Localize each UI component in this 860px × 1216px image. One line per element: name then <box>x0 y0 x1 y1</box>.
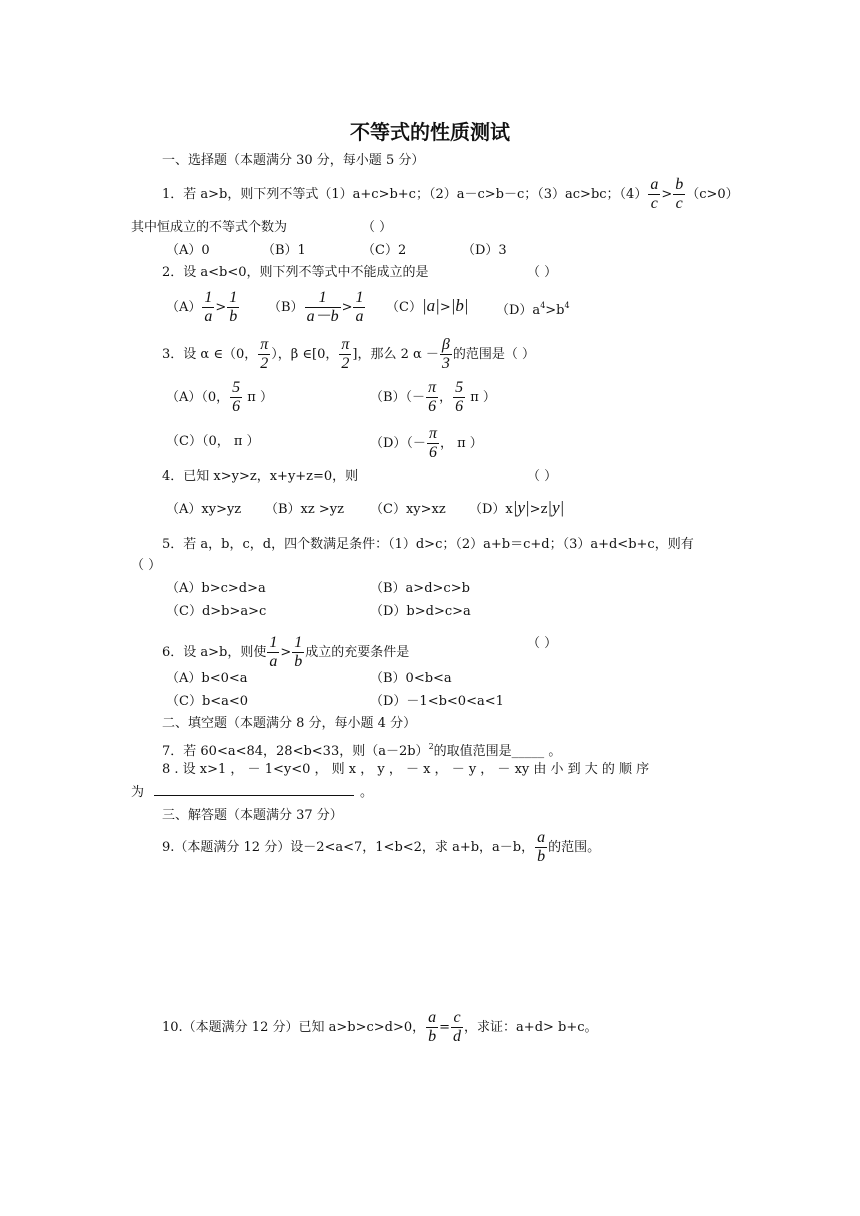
q4-option-c: （C）xy>xz <box>370 502 446 517</box>
fraction-b-over-c: $\frac{b}{c}$ <box>675 176 684 212</box>
q7-answer-blank[interactable]: _____ <box>511 744 545 759</box>
q3-option-a: （A）（0， $\frac{5}{6}$ π ） <box>166 379 273 415</box>
fraction-1-over-b: $\frac{1}{b}$ <box>294 634 303 670</box>
q1-option-d: （D）3 <box>462 243 507 258</box>
q2-option-a: （A） $\frac{1}{a}$ > $\frac{1}{b}$ <box>166 289 238 325</box>
question-6-stem: 6．设 a>b，则使 $\frac{1}{a}$ > $\frac{1}{b}$ 成立的充要条件是 <box>162 634 410 670</box>
q5-option-b: （B）a>d>c>b <box>370 581 470 596</box>
q4-option-b: （B）xz >yz <box>265 502 344 517</box>
fraction-a-over-c: $\frac{a}{c}$ <box>650 176 659 212</box>
question-10: 10.（本题满分 12 分）已知 a>b>c>d>0， $\frac{a}{b}$ = $\frac{c}{d}$ ，求证：a+d> b+c。 <box>162 1009 598 1045</box>
question-1-line2: 其中恒成立的不等式个数为 <box>131 220 288 235</box>
q5-option-a: （A）b>c>d>a <box>166 581 266 596</box>
fraction-a-over-b: $\frac{a}{b}$ <box>428 1009 437 1045</box>
section-1-heading: 一、选择题（本题满分 30 分，每小题 5 分） <box>162 153 425 168</box>
q6-option-b: （B）0<b<a <box>370 671 452 686</box>
fraction-1-over-a: $\frac{1}{a}$ <box>204 289 213 325</box>
fraction-5-over-6: $\frac{5}{6}$ <box>232 379 241 415</box>
q5-option-c: （C）d>b>a>c <box>166 604 267 619</box>
fraction-1-over-a-minus-b: $\frac{1}{a-b}$ <box>306 289 339 325</box>
question-1-stem: 1．若 a>b，则下列不等式（1）a+c>b+c；（2）a－c>b－c；（3）ac>bc；（4） $\frac{a}{c}$ > $\frac{b}{c}$ （c>0） <box>162 176 739 212</box>
q1-option-b: （B）1 <box>262 243 306 258</box>
question-8-line1: 8 . 设 x>1 ， － 1<y<0 ， 则 x ， y ， － x ， － y ， － xy 由 小 到 大 的 顺 序 <box>162 762 650 777</box>
q1-option-a: （A）0 <box>166 243 210 258</box>
q4-option-a: （A）xy>yz <box>166 502 242 517</box>
question-1-answer-paren: （ ） <box>362 220 393 235</box>
question-2-answer-paren: （ ） <box>527 265 558 280</box>
fraction-1-over-b: $\frac{1}{b}$ <box>229 289 238 325</box>
question-3-stem: 3．设 α ∈（0， $\frac{\pi}{2}$ ），β ∈[0， $\frac{\pi}{2}$ ]，那么 2 α － $\frac{\beta}{3}$ 的范围是（ ） <box>162 336 536 372</box>
q2-option-b: （B） $\frac{1}{a-b}$ > $\frac{1}{a}$ <box>268 289 364 325</box>
q2-option-d: $(D)a^4>b^4$ <box>496 301 570 318</box>
question-4-stem: 4．已知 x>y>z，x+y+z=0，则 <box>162 469 359 484</box>
section-2-heading: 二、填空题（本题满分 8 分，每小题 4 分） <box>162 716 417 731</box>
question-4-answer-paren: （ ） <box>527 469 558 484</box>
q1-option-c: （C）2 <box>362 243 407 258</box>
q3-option-b: （B）（－ $\frac{\pi}{6}$ ， $\frac{5}{6}$ π ） <box>370 379 496 415</box>
question-7: 7．若 60<a<84，28<b<33，则$(a-2b)^2$的取值范围是_____ 。 <box>162 742 562 759</box>
q3-option-c: （C）（0， π ） <box>166 434 260 449</box>
fraction-pi-over-6: $\frac{\pi}{6}$ <box>428 425 437 461</box>
fraction-pi-over-2: $\frac{\pi}{2}$ <box>341 336 350 372</box>
q3-option-d: （D）（－ $\frac{\pi}{6}$ ， π ） <box>370 425 483 461</box>
question-5-stem: 5．若 a，b，c，d，四个数满足条件：（1）d>c；（2）a+b＝c+d；（3）a+d<b+c，则有 <box>162 537 694 552</box>
fraction-pi-over-6: $\frac{\pi}{6}$ <box>428 379 437 415</box>
fraction-1-over-a: $\frac{1}{a}$ <box>269 634 278 670</box>
q6-option-a: （A）b<0<a <box>166 671 248 686</box>
q2-option-c: （C）|a|>|b| <box>386 296 469 315</box>
q5-option-d: （D）b>d>c>a <box>370 604 471 619</box>
fraction-pi-over-2: $\frac{\pi}{2}$ <box>260 336 269 372</box>
q6-option-d: （D）－1<b<0<a<1 <box>370 694 504 709</box>
fraction-c-over-d: $\frac{c}{d}$ <box>453 1009 462 1045</box>
question-5-answer-paren: （ ） <box>131 558 162 573</box>
question-2-stem: 2．设 a<b<0，则下列不等式中不能成立的是 <box>162 265 429 280</box>
page-title: 不等式的性质测试 <box>350 120 510 144</box>
question-8-line2: 为 。 <box>131 785 374 800</box>
fraction-beta-over-3: $\frac{\beta}{3}$ <box>441 336 450 372</box>
fraction-a-over-b: $\frac{a}{b}$ <box>537 829 546 865</box>
section-3-heading: 三、解答题（本题满分 37 分） <box>162 808 343 823</box>
fraction-1-over-a: $\frac{1}{a}$ <box>355 289 364 325</box>
question-9: 9.（本题满分 12 分）设－2<a<7，1<b<2，求 a+b，a－b， $\frac{a}{b}$ 的范围。 <box>162 829 601 865</box>
q4-option-d: （D）x|y|>z|y| <box>469 498 565 517</box>
q6-option-c: （C）b<a<0 <box>166 694 249 709</box>
question-6-answer-paren: （ ） <box>527 636 558 651</box>
q8-answer-blank[interactable] <box>154 795 354 796</box>
fraction-5-over-6: $\frac{5}{6}$ <box>455 379 464 415</box>
